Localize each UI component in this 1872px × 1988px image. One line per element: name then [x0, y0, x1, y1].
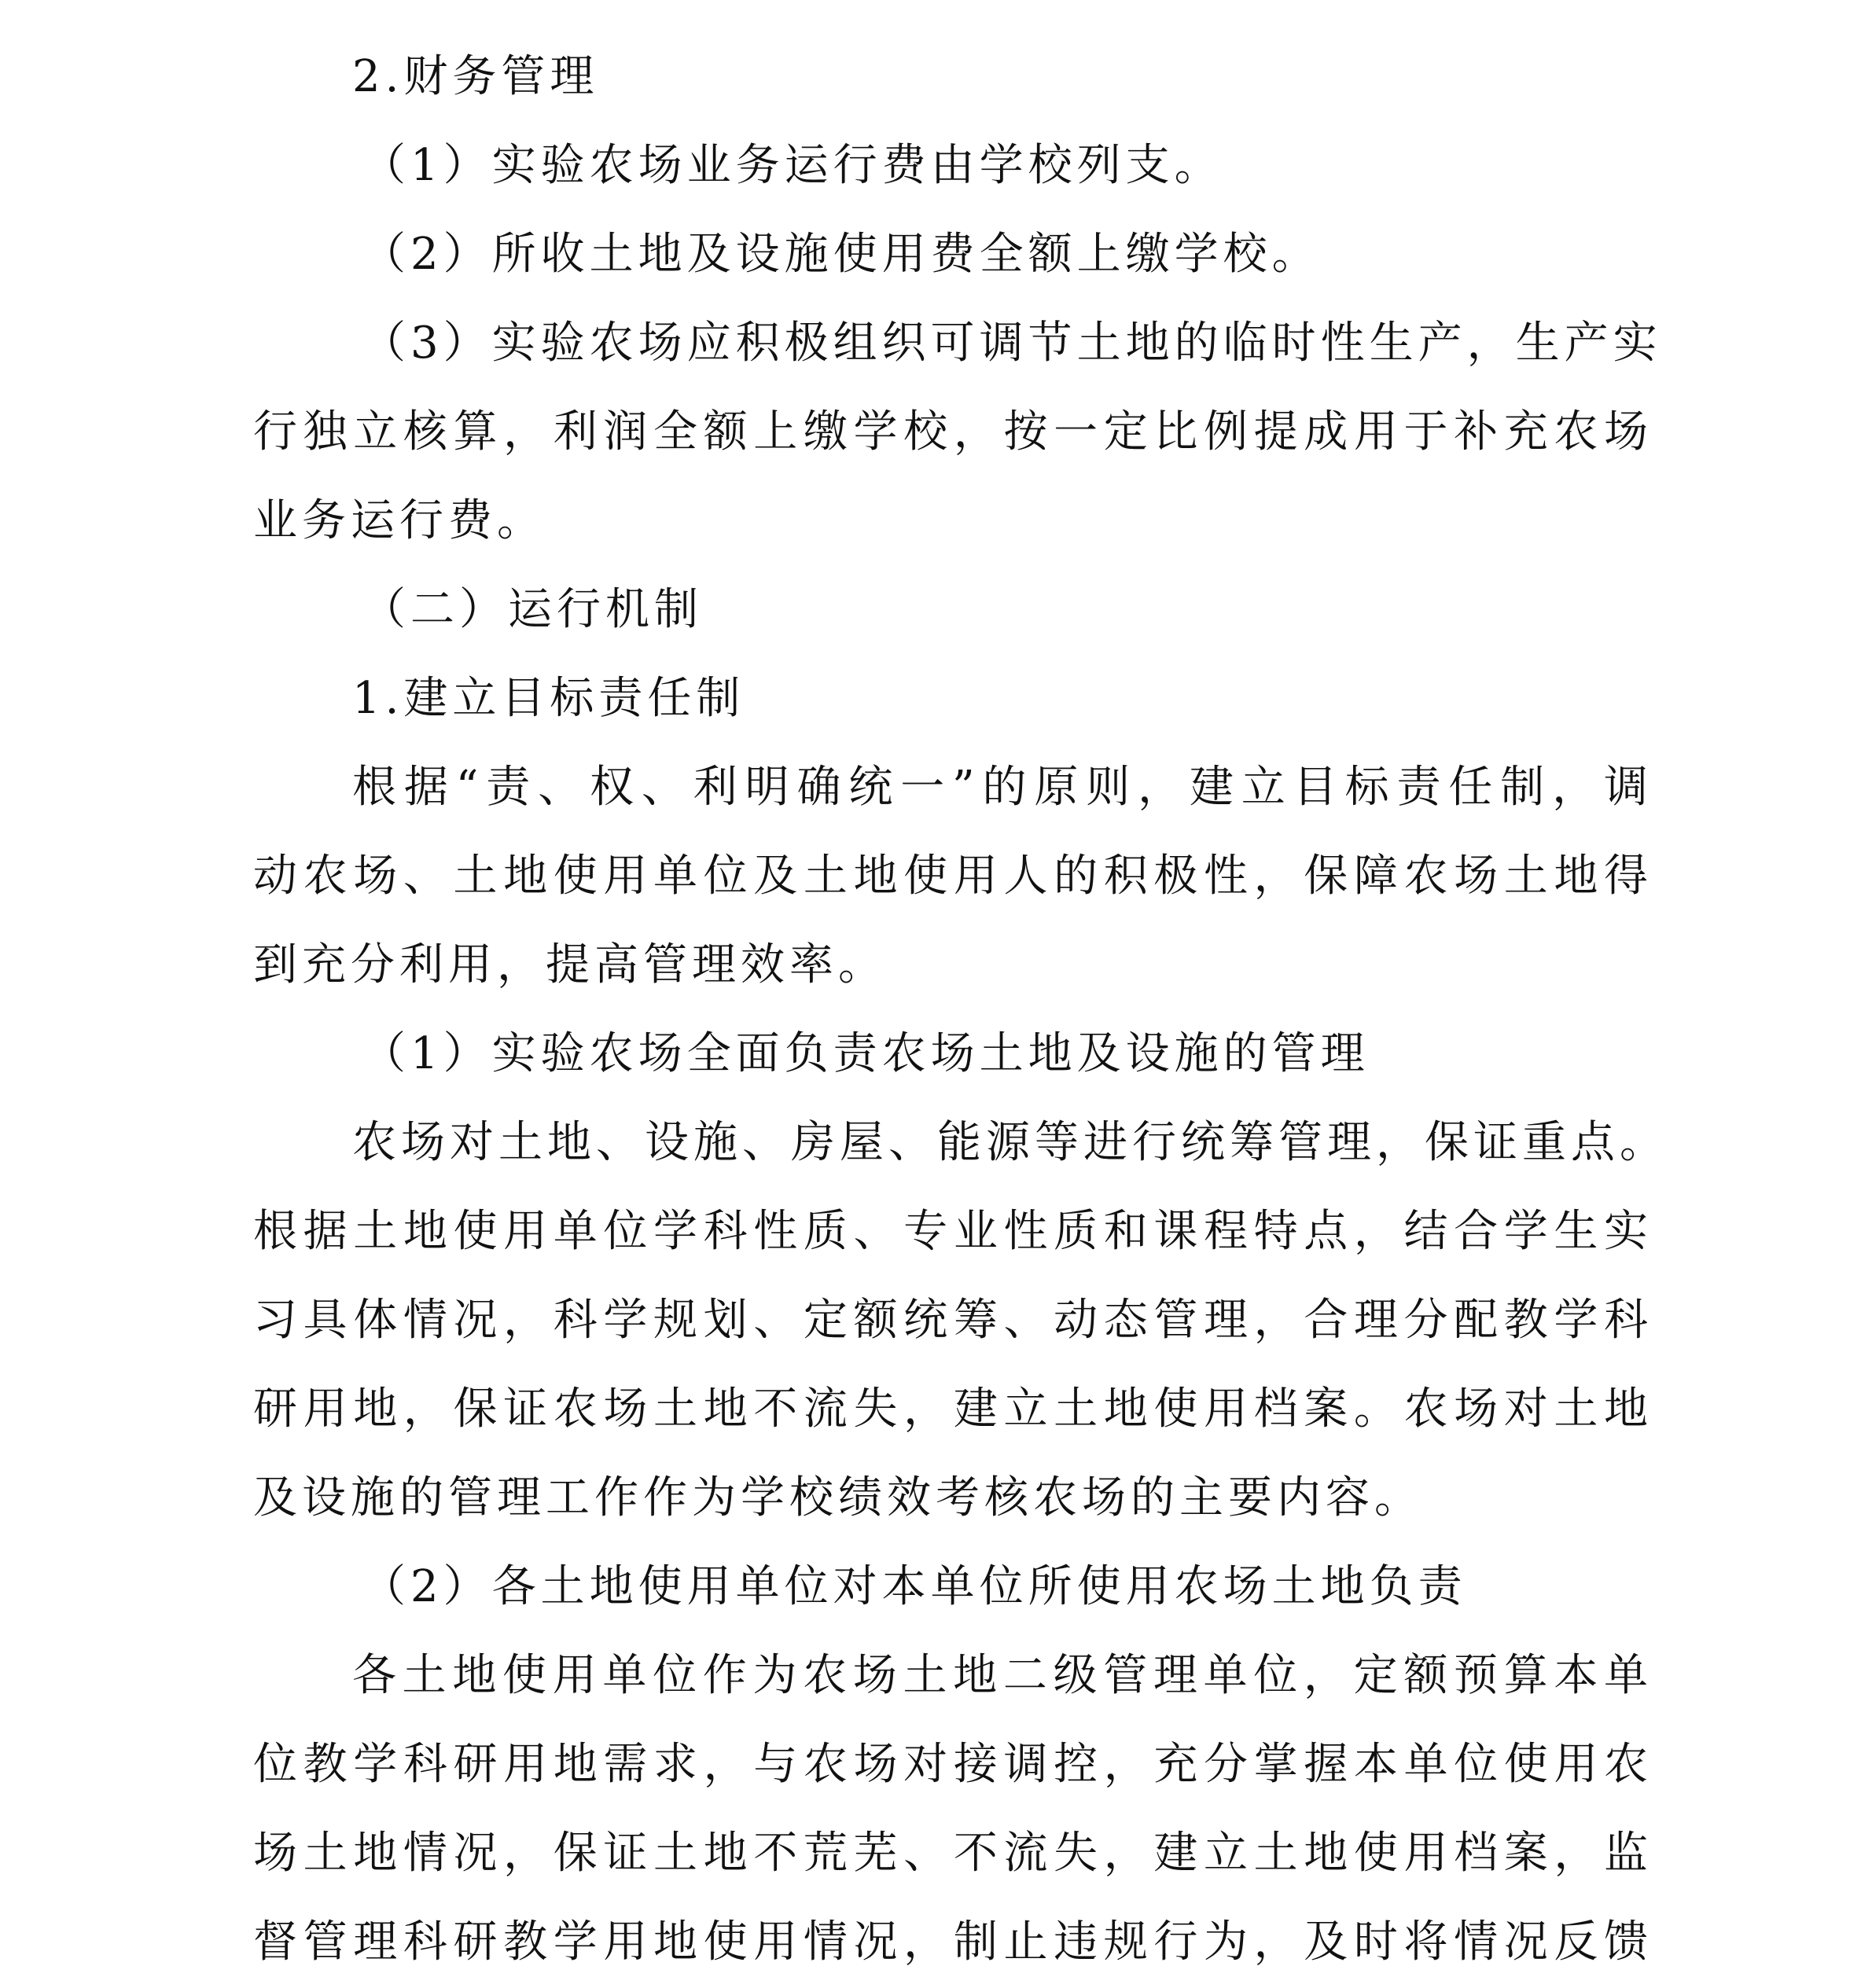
heading-target-responsibility: 1.建立目标责任制 — [352, 673, 745, 724]
paragraph-line: 根据土地使用单位学科性质、专业性质和课程特点，结合学生实 — [253, 1206, 1653, 1257]
paragraph-line: 行独立核算，利润全额上缴学校，按一定比例提成用于补充农场 — [253, 406, 1653, 457]
paragraph-line: 研用地，保证农场土地不流失，建立土地使用档案。农场对土地 — [253, 1384, 1653, 1435]
heading-finance-management: 2.财务管理 — [352, 51, 599, 102]
list-item-finance-1: （1）实验农场业务运行费由学校列支。 — [362, 140, 1223, 191]
list-item-finance-2: （2）所收土地及设施使用费全额上缴学校。 — [362, 229, 1321, 280]
heading-operation-mechanism: （二）运行机制 — [362, 584, 703, 635]
paragraph-line: 各土地使用单位作为农场土地二级管理单位，定额预算本单 — [352, 1650, 1653, 1701]
paragraph-line: 习具体情况，科学规划、定额统筹、动态管理，合理分配教学科 — [253, 1295, 1653, 1346]
list-item-finance-3-line-1: （3）实验农场应积极组织可调节土地的临时性生产，生产实 — [362, 318, 1662, 369]
paragraph-line: 业务运行费。 — [253, 495, 546, 546]
paragraph-line: 根据“责、权、利明确统一”的原则，建立目标责任制，调 — [352, 762, 1653, 813]
paragraph-line: 农场对土地、设施、房屋、能源等进行统筹管理，保证重点。 — [352, 1117, 1668, 1168]
paragraph-line: 动农场、土地使用单位及土地使用人的积极性，保障农场土地得 — [253, 851, 1653, 902]
paragraph-line: 督管理科研教学用地使用情况，制止违规行为，及时将情况反馈 — [253, 1916, 1653, 1968]
subheading-unit-responsibility: （2）各土地使用单位对本单位所使用农场土地负责 — [362, 1561, 1467, 1612]
paragraph-line: 及设施的管理工作作为学校绩效考核农场的主要内容。 — [253, 1472, 1423, 1523]
subheading-farm-responsibility: （1）实验农场全面负责农场土地及设施的管理 — [362, 1028, 1370, 1079]
paragraph-line: 到充分利用，提高管理效率。 — [253, 939, 887, 990]
paragraph-line: 位教学科研用地需求，与农场对接调控，充分掌握本单位使用农 — [253, 1739, 1653, 1790]
paragraph-line: 场土地情况，保证土地不荒芜、不流失，建立土地使用档案，监 — [253, 1828, 1653, 1879]
